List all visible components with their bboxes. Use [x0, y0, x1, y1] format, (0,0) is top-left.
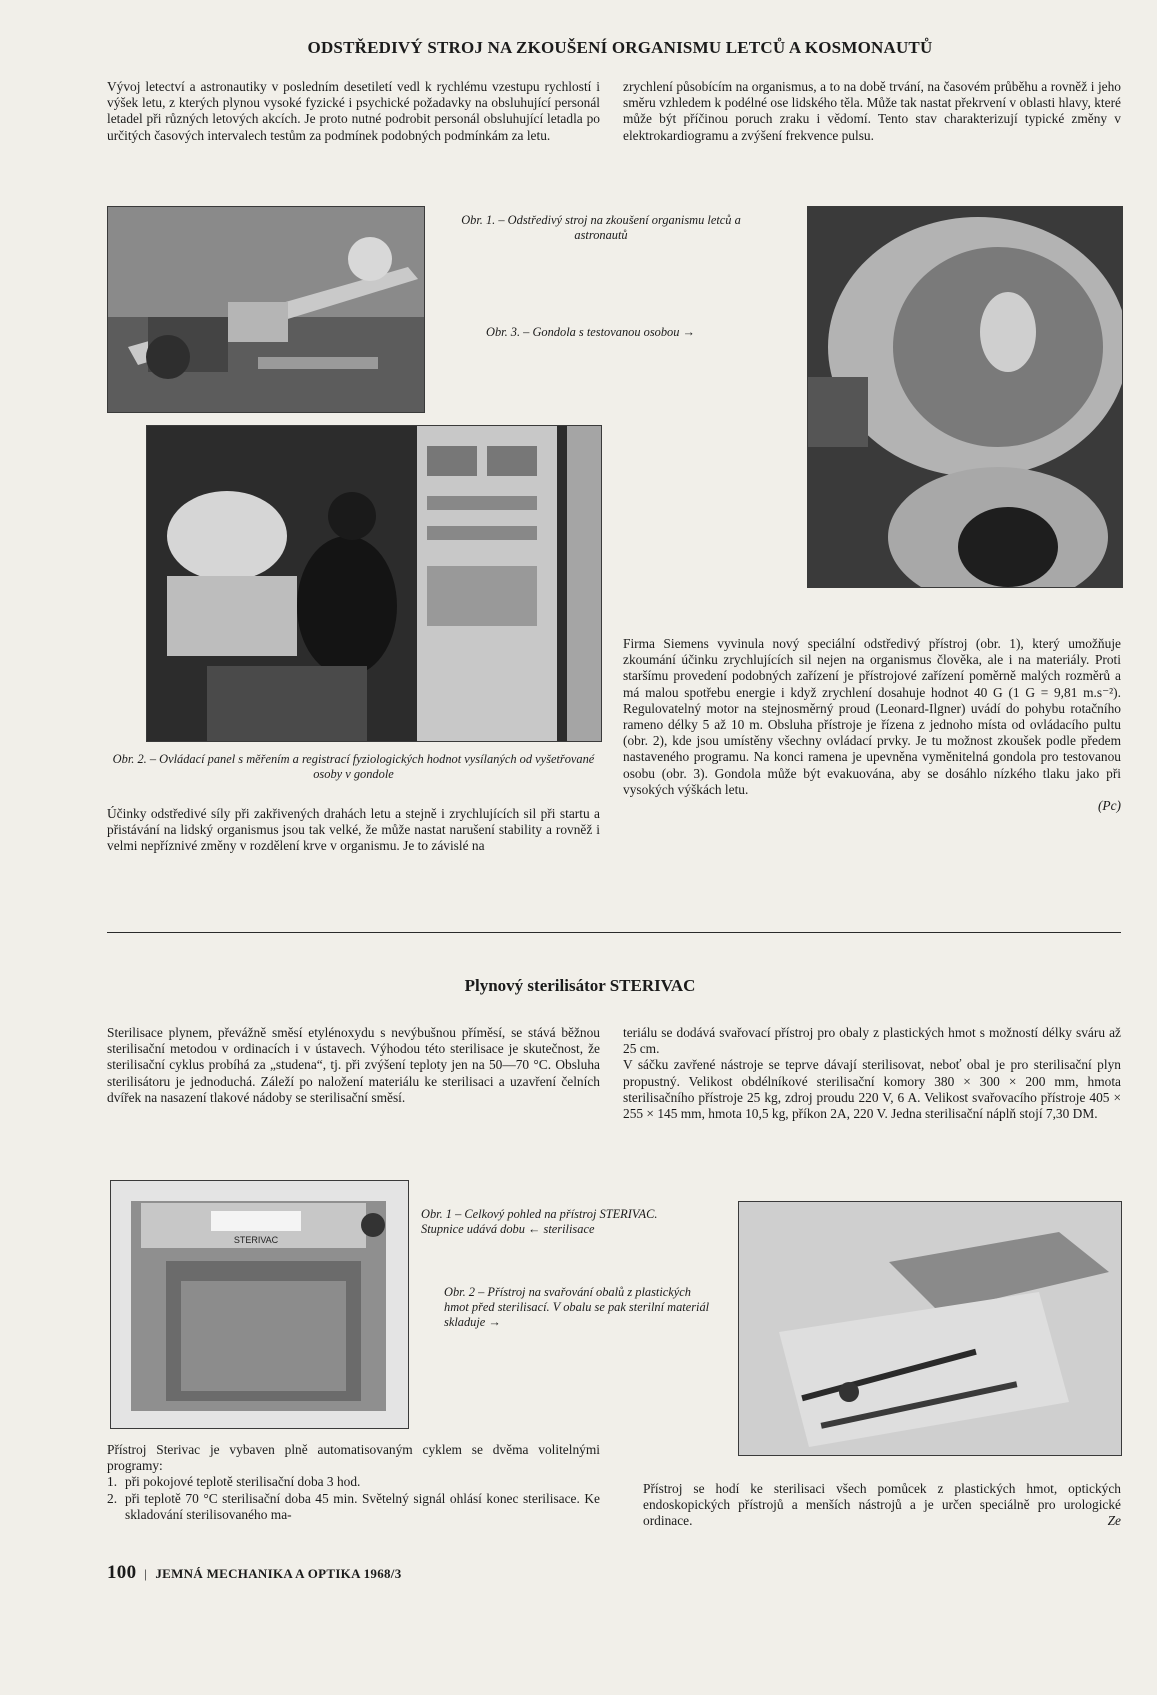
program-list-item: [107, 1474, 600, 1490]
section-divider: [107, 932, 1121, 933]
article1-body-left-text: Účinky odstředivé síly při zakřivených drahách letu a stejně i zrychlujících sil při startu a přistávání na lidský organismus jsou tak velké, že může nastat narušení stability a rovněž i velmi nepříznivé změny v rozdělení krve v organismu. Je to závislé na: [107, 806, 600, 854]
article1-body-right-text: Firma Siemens vyvinula nový speciální odstředivý přístroj (obr. 1), který umožňuje zkoumání účinku zrychlujících sil nejen na organismus člověka, ale i na materiály. Proti staršímu provedení podobných zařízení je přístrojové zařízení poměrně malých rozměrů a má malou spotřebu energie i když zrychlení dosahuje hodnot 40 G (1 G = 9,81 m.s⁻²). Regulovatelný motor na stejnosměrný proud (Leonard-Ilgner) uvádí do pohybu rotačního rameno délky 5 až 10 m. Obsluha přístroje je řízena z jednoho místa od ovládacího pultu (obr. 2), kde jsou umístěny všechny ovládací prvky. Je tu možnost zkoušek podle předem nastaveného programu. Na konci ramena je upevněna vyměnitelná gondola pro testovanou osobu (obr. 3). Gondola může být evakuována, aby se dosáhlo nízkého tlaku jako při vysokých výškách letu.: [623, 636, 1121, 797]
photo-sterivac-image: [111, 1181, 408, 1428]
program-list-number: 2.: [107, 1490, 118, 1506]
article1-signature: (Pc): [1097, 798, 1121, 814]
article2-intro-right-text-2: V sáčku zavřené nástroje se teprve dávají sterilisovat, neboť obal je pro sterilisační plyn propustný. Velikost obdélníkové sterilisační komory 380 × 300 × 200 mm, hmota sterilisačního přístroje 25 kg, zdroj proudu 220 V, 6 A. Velikost svařovacího přístroje 405 × 255 × 145 mm, hmota 10,5 kg, příkon 2A, 220 V. Jedna sterilisační náplň stojí 7,30 DM.: [623, 1057, 1121, 1122]
photo-sterivac: [110, 1180, 409, 1429]
page-number: 100: [107, 1562, 137, 1583]
program-list-text: při teplotě 70 °C sterilisační doba 45 min. Světelný signál ohlásí konec sterilisace. Ke skladování sterilisovaného ma-: [125, 1490, 600, 1522]
article2-intro-left: [107, 1025, 600, 1106]
article2-intro-right-text-1: teriálu se dodává svařovací přístroj pro obaly z plastických hmot s možností délky sváru až 25 cm.: [623, 1025, 1121, 1057]
article2-body-right-span: Přístroj se hodí ke sterilisaci všech pomůcek z plastických hmot, optických endoskopických přístrojů a menších nástrojů a je určen speciálně pro urologické ordinace.: [643, 1481, 1121, 1529]
photo-gondola: [807, 206, 1123, 588]
article2-intro-left-text: Sterilisace plynem, převážně směsí etylénoxydu s nevýbušnou příměsí, se stává běžnou sterilisační metodou v ordinacích i v ústavech. Výhodou této sterilisace je skutečnost, že sterilisační cyklus probíhá za „studena“, tj. při zvýšení teploty jen na 50—70 °C. Obsluha sterilisátoru je jednoduchá. Záleží po naložení materiálu ke sterilisaci a uzavření čelních dvířek na nasazení tlakové nádoby se sterilisační směsí.: [107, 1025, 600, 1105]
article1-body-left: [107, 806, 600, 855]
photo-gondola-image: [808, 207, 1122, 587]
article2-signature: Ze: [1107, 1513, 1121, 1529]
footer-separator: |: [144, 1566, 148, 1581]
article2-intro-right: [623, 1025, 1121, 1122]
photo-control-panel-image: [147, 426, 601, 741]
program-list-item: [107, 1491, 600, 1523]
article1-title: ODSTŘEDIVÝ STROJ NA ZKOUŠENÍ ORGANISMU LETCŮ A KOSMONAUTŮ: [307, 38, 933, 57]
program-list: [107, 1474, 600, 1523]
article2-body-right-text: [643, 1481, 1121, 1530]
article1-caption-fig3: Obr. 3. – Gondola s testovanou osobou →: [486, 325, 695, 339]
article2-caption-fig2: Obr. 2 – Přístroj na svařování obalů z plastických hmot před sterilisací. V obalu se pak sterilní materiál skladuje →: [444, 1285, 710, 1329]
program-list-number: 1.: [107, 1474, 118, 1490]
article1-intro-left-text: Vývoj letectví a astronautiky v posledním desetiletí vedl k rychlému vzestupu rychlostí i výšek letu, z kterých plynou vysoké fyzické i psychické požadavky na obsluhující personál letadel při různých letových akcích. Je proto nutné podrobit personál obsluhující letadla po určitých časových intervalech testům za podmínek podobných podmínkám za letu.: [107, 79, 600, 143]
photo-control-panel: [146, 425, 602, 742]
photo-sealing-device: [738, 1201, 1122, 1456]
photo-sealing-device-image: [739, 1202, 1121, 1455]
article1-intro-right-text: zrychlení působícím na organismus, a to na době trvání, na časovém průběhu a rovněž i jeho směru vzhledem k podélné ose lidského těla. Může tak nastat překrvení v oblasti hlavy, které může být příčinou poruch zraku i vědomí. Tento stav charakterizují typické změny v elektrokardiogramu a zvýšení frekvence pulsu.: [623, 79, 1121, 143]
article1-intro-right: [623, 79, 1121, 144]
article1-caption-fig1: Obr. 1. – Odstředivý stroj na zkoušení organismu letců a astronautů: [461, 213, 741, 242]
journal-name: JEMNÁ MECHANIKA A OPTIKA 1968/3: [155, 1566, 402, 1581]
article2-body-right: [643, 1481, 1121, 1530]
article1-body-right: [623, 636, 1121, 814]
article2-body-left: [107, 1442, 600, 1523]
photo-centrifuge-image: [108, 207, 424, 412]
article2-caption-fig1: Obr. 1 – Celkový pohled na přístroj STERIVAC. Stupnice udává dobu ← sterilisace: [421, 1207, 658, 1236]
article2-title: Plynový sterilisátor STERIVAC: [464, 976, 696, 995]
article1-intro-left: [107, 79, 600, 144]
photo-sterivac-label: STERIVAC: [233, 1235, 279, 1245]
article1-caption-fig2: Obr. 2. – Ovládací panel s měřením a registrací fyziologických hodnot vysílaných od vyšetřované osoby v gondole: [112, 752, 595, 781]
article2-body-left-intro: Přístroj Sterivac je vybaven plně automatisovaným cyklem se dvěma volitelnými programy:: [107, 1442, 600, 1474]
page-footer: [107, 1562, 402, 1584]
program-list-text: při pokojové teplotě sterilisační doba 3 hod.: [125, 1474, 361, 1490]
photo-centrifuge: [107, 206, 425, 413]
